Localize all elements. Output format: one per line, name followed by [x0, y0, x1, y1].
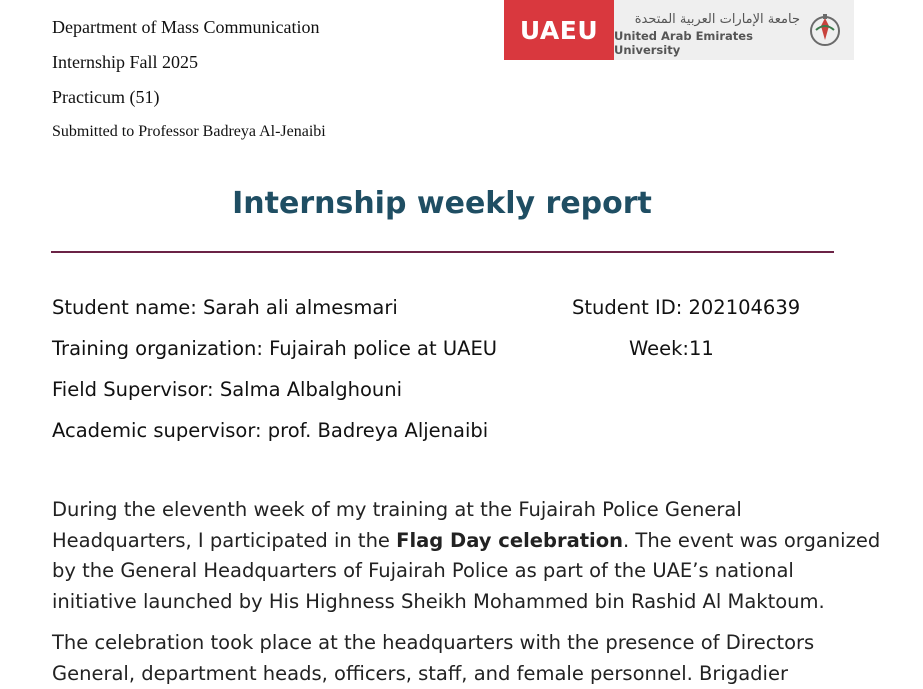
student-id: Student ID: 202104639	[572, 296, 801, 319]
paragraph-2-line-2: General, department heads, officers, staff, and female personnel. Brigadier	[52, 661, 788, 685]
logo-panel	[614, 0, 854, 60]
header-practicum: Practicum (51)	[52, 87, 160, 107]
header-submitted: Submitted to Professor Badreya Al-Jenaibi	[52, 123, 326, 140]
page-title: Internship weekly report	[232, 186, 652, 221]
flag-day-highlight: Flag Day celebration	[396, 528, 624, 552]
paragraph-1	[52, 495, 881, 618]
paragraph-1-line-2: Headquarters, I participated in the Flag Day celebration. The event was organized	[52, 528, 881, 552]
student-name: Student name: Sarah ali almesmari	[52, 296, 398, 319]
paragraph-2-line-1: The celebration took place at the headquarters with the presence of Directors	[52, 631, 815, 654]
field-supervisor: Field Supervisor: Salma Albalghouni	[52, 378, 403, 401]
header-department: Department of Mass Communication	[52, 17, 320, 37]
header-internship: Internship Fall 2025	[52, 52, 198, 72]
logo-english-name: United Arab Emirates University	[614, 29, 753, 57]
title-divider	[51, 251, 834, 253]
logo-arabic-name: جامعة الإمارات العربية المتحدة	[634, 12, 800, 27]
academic-supervisor: Academic supervisor: prof. Badreya Aljenaibi	[52, 419, 489, 442]
training-organization: Training organization: Fujairah police at UAEU	[52, 337, 498, 360]
paragraph-1-line-1: During the eleventh week of my training at the Fujairah Police General	[52, 498, 742, 521]
paragraph-1-line-4: initiative launched by His Highness Sheikh Mohammed bin Rashid Al Maktoum.	[52, 590, 825, 614]
logo-short: UAEU	[504, 0, 614, 60]
university-logo	[504, 0, 854, 60]
paragraph-2	[52, 628, 852, 689]
paragraph-1-line-3: by the General Headquarters of Fujairah Police as part of the UAE’s national	[52, 559, 794, 583]
week-number: Week:11	[629, 337, 714, 360]
falcon-emblem-icon	[808, 12, 842, 48]
